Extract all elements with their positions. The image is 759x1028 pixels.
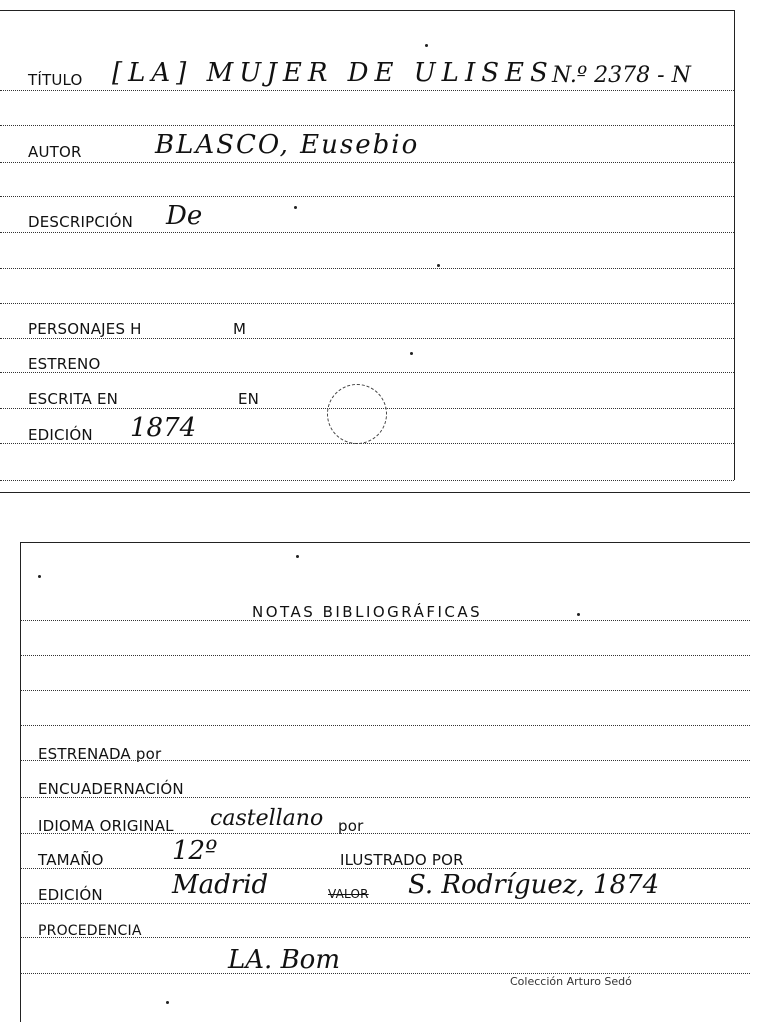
descripcion-value: De bbox=[166, 201, 203, 231]
encuadernacion-label: ENCUADERNACIÓN bbox=[38, 780, 184, 798]
edicion-value: Madrid bbox=[172, 870, 269, 900]
catalog-card-front bbox=[0, 0, 759, 495]
speck bbox=[166, 1001, 169, 1004]
edicion-label: EDICIÓN bbox=[38, 886, 103, 904]
rule-line bbox=[20, 725, 750, 726]
rule-line bbox=[0, 268, 734, 269]
rule-line bbox=[0, 303, 734, 304]
edicion-value: 1874 bbox=[130, 413, 197, 443]
procedencia-label: PROCEDENCIA bbox=[38, 923, 142, 939]
idioma-por-label: por bbox=[338, 817, 364, 835]
rule-line bbox=[20, 655, 750, 656]
rule-line bbox=[0, 196, 734, 197]
procedencia-value: LA. Bom bbox=[228, 945, 340, 975]
rule-line bbox=[0, 443, 734, 444]
card-top-border bbox=[20, 542, 750, 543]
idioma-label: IDIOMA ORIGINAL bbox=[38, 817, 174, 835]
catalog-card-back bbox=[0, 535, 759, 1028]
punch-hole bbox=[327, 384, 387, 444]
autor-value: BLASCO, Eusebio bbox=[155, 130, 420, 160]
speck bbox=[296, 555, 299, 558]
edicion-value-2: S. Rodríguez, 1874 bbox=[408, 870, 660, 900]
rule-line bbox=[0, 232, 734, 233]
tamano-value: 12º bbox=[172, 836, 218, 866]
speck bbox=[437, 264, 440, 267]
numero-value: N.º 2378 - N bbox=[552, 63, 691, 88]
escrita-label: ESCRITA EN bbox=[28, 390, 119, 408]
idioma-value: castellano bbox=[210, 806, 324, 831]
estreno-label: ESTRENO bbox=[28, 355, 101, 373]
personajes-m-label: M bbox=[233, 320, 247, 338]
personajes-label: PERSONAJES H bbox=[28, 320, 142, 338]
speck bbox=[425, 44, 428, 47]
speck bbox=[577, 613, 580, 616]
rule-line bbox=[0, 372, 734, 373]
card-left-border bbox=[20, 542, 21, 1022]
estrenada-label: ESTRENADA por bbox=[38, 745, 162, 763]
card-top-border bbox=[0, 10, 735, 11]
escrita-en-label: EN bbox=[238, 390, 260, 408]
card-bottom-border bbox=[0, 492, 750, 493]
card-right-border bbox=[734, 10, 735, 480]
autor-label: AUTOR bbox=[28, 143, 82, 161]
rule-line bbox=[0, 125, 734, 126]
valor-label: VALOR bbox=[328, 887, 369, 901]
speck bbox=[294, 206, 297, 209]
speck bbox=[410, 352, 413, 355]
notas-heading: NOTAS BIBLIOGRÁFICAS bbox=[252, 603, 483, 621]
collection-stamp: Colección Arturo Sedó bbox=[510, 975, 632, 988]
rule-line bbox=[20, 620, 750, 621]
rule-line bbox=[20, 690, 750, 691]
titulo-label: TÍTULO bbox=[28, 71, 83, 89]
descripcion-label: DESCRIPCIÓN bbox=[28, 213, 134, 231]
rule-line bbox=[0, 90, 734, 91]
ilustrado-label: ILUSTRADO POR bbox=[340, 851, 464, 869]
edicion-label: EDICIÓN bbox=[28, 426, 93, 444]
rule-line bbox=[0, 480, 734, 481]
tamano-label: TAMAÑO bbox=[38, 851, 104, 869]
rule-line bbox=[20, 973, 750, 974]
titulo-value: [LA] MUJER DE ULISES bbox=[112, 58, 554, 88]
rule-line bbox=[20, 903, 750, 904]
rule-line bbox=[0, 338, 734, 339]
rule-line bbox=[0, 162, 734, 163]
speck bbox=[38, 575, 41, 578]
